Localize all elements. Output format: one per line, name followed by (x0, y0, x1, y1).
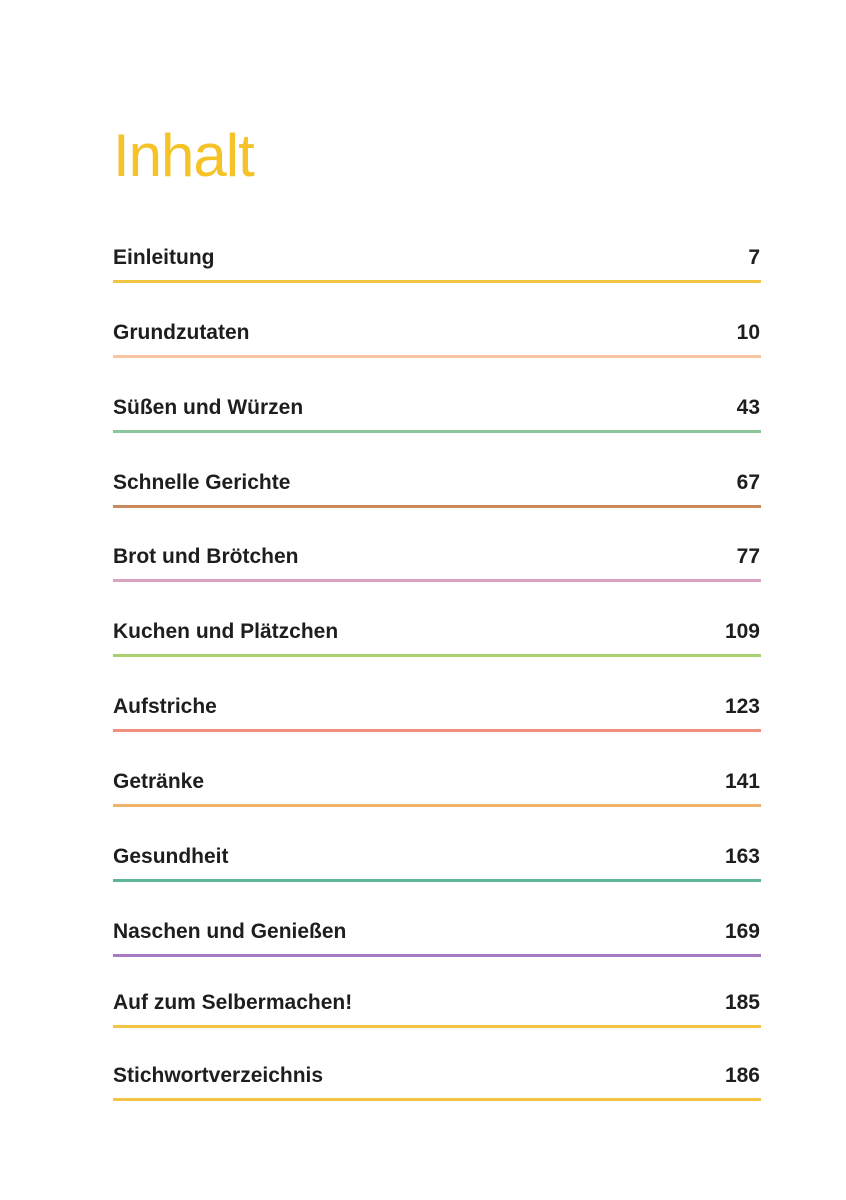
toc-entry-label: Aufstriche (113, 695, 217, 718)
toc-entry-page: 141 (724, 770, 760, 793)
toc-entry[interactable] (113, 241, 761, 283)
toc-entry-page: 169 (724, 920, 760, 943)
toc-entry[interactable] (113, 840, 761, 882)
toc-entry-label: Auf zum Selbermachen! (113, 991, 353, 1014)
toc-entry-label: Getränke (113, 770, 205, 793)
toc-entry-label: Naschen und Genießen (113, 920, 347, 943)
toc-entry-label: Schnelle Gerichte (113, 471, 291, 494)
page-title: Inhalt (113, 122, 254, 189)
toc-entry-label: Kuchen und Plätzchen (113, 620, 339, 643)
toc-entry-label: Grundzutaten (113, 321, 250, 344)
toc-entry[interactable] (113, 540, 761, 582)
toc-entry-page: 43 (736, 396, 760, 419)
toc-entry-label: Gesundheit (113, 845, 229, 868)
toc-entry-page: 185 (724, 991, 760, 1014)
toc-entry[interactable] (113, 986, 761, 1028)
toc-entry-page: 163 (724, 845, 760, 868)
toc-entry[interactable] (113, 316, 761, 358)
toc-entry-page: 7 (748, 246, 760, 269)
toc-entry-label: Brot und Brötchen (113, 545, 299, 568)
toc-entry-page: 77 (736, 545, 760, 568)
toc-entry[interactable] (113, 615, 761, 657)
toc-entry[interactable] (113, 765, 761, 807)
toc-entry-label: Stichwortverzeichnis (113, 1064, 324, 1087)
toc-entry-page: 10 (736, 321, 760, 344)
toc-entry-page: 67 (736, 471, 760, 494)
toc-entry-label: Süßen und Würzen (113, 396, 304, 419)
toc-entry[interactable] (113, 690, 761, 732)
toc-entry[interactable] (113, 391, 761, 433)
toc-entry-page: 123 (724, 695, 760, 718)
toc-entry-page: 109 (724, 620, 760, 643)
toc-entry[interactable] (113, 915, 761, 957)
toc-entry-page: 186 (724, 1064, 760, 1087)
toc-entry[interactable] (113, 1059, 761, 1101)
toc-entry-label: Einleitung (113, 246, 215, 269)
toc-entry[interactable] (113, 466, 761, 508)
